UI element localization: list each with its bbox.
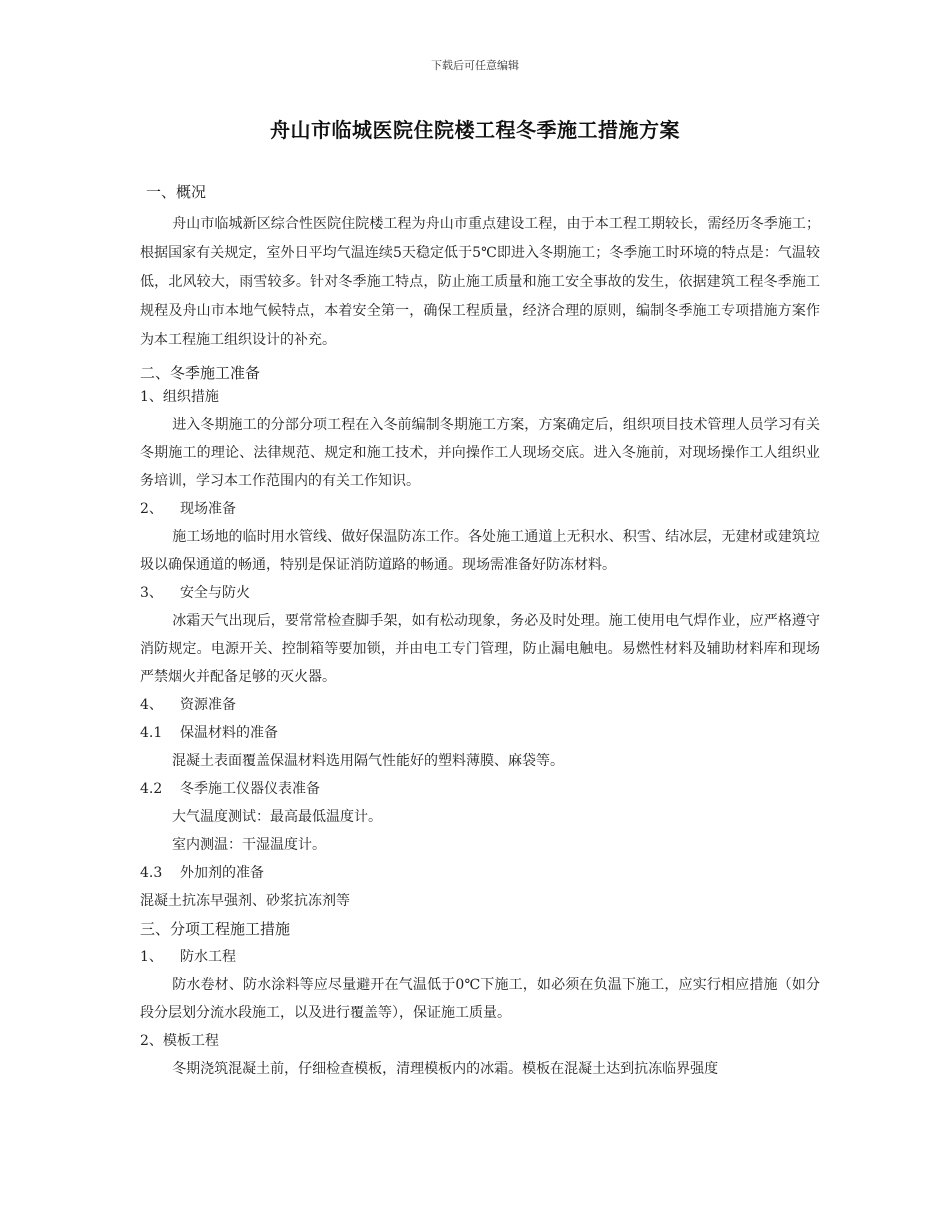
section-heading-winter-prep: 二、冬季施工准备 [140, 364, 261, 382]
subheading-number: 4、 [140, 697, 163, 713]
paragraph-organization: 进入冬期施工的分部分项工程在入冬前编制冬期施工方案，方案确定后，组织项目技术管理人员学习有关冬期施工的理论、法律规范、规定和施工技术，并向操作工人现场交底。进入冬施前，对现场操作工人组织业务培训，学习本工作范围内的有关工作知识。 [140, 417, 820, 489]
subheading-waterproofing [140, 943, 820, 971]
subheading-instruments [140, 775, 820, 803]
document-title: 舟山市临城医院住院楼工程冬季施工措施方案 [270, 118, 680, 142]
subheading-site-prep [140, 495, 820, 523]
paragraph-waterproofing: 防水卷材、防水涂料等应尽量避开在气温低于0℃下施工，如必须在负温下施工，应实行相应措施（如分段分层划分流水段施工，以及进行覆盖等），保证施工质量。 [140, 977, 820, 1021]
paragraph-overview: 舟山市临城新区综合性医院住院楼工程为舟山市重点建设工程，由于本工程工期较长，需经历冬季施工；根据国家有关规定，室外日平均气温连续5天稳定低于5℃即进入冬期施工；冬季施工时环境的特点是：气温较低，北风较大，雨雪较多。针对冬季施工特点，防止施工质量和施工安全事故的发生，依据建筑工程冬季施工规程及舟山市本地气候特点，本着安全第一，确保工程质量，经济合理的原则，编制冬季施工专项措施方案作为本工程施工组织设计的补充。 [140, 216, 820, 348]
document-body [140, 182, 820, 1083]
text-admixtures: 混凝土抗冻早强剂、砂浆抗冻剂等 [140, 893, 350, 909]
subheading-number: 3、 [140, 585, 163, 601]
subheading-label: 外加剂的准备 [180, 865, 264, 881]
subheading-number: 2、 [140, 501, 163, 517]
subheading-number: 1、 [140, 949, 163, 965]
subheading-label: 现场准备 [180, 501, 236, 517]
subheading-resources [140, 691, 820, 719]
subheading-label: 冬季施工仪器仪表准备 [180, 781, 320, 797]
subheading-label: 资源准备 [180, 697, 236, 713]
subheading-label: 保温材料的准备 [180, 725, 278, 741]
subheading-number: 4.3 [140, 865, 163, 881]
subheading-number: 4.1 [140, 725, 163, 741]
subheading-organization: 1、组织措施 [140, 389, 219, 405]
header-note: 下载后可任意编辑 [431, 59, 519, 72]
section-heading-overview: 一、概况 [146, 183, 207, 201]
text-instruments-outdoor: 大气温度测试：最高最低温度计。 [172, 809, 382, 825]
subheading-safety [140, 579, 820, 607]
subheading-admixtures [140, 859, 820, 887]
section-heading-subitem-measures: 三、分项工程施工措施 [140, 920, 291, 938]
subheading-insulation [140, 719, 820, 747]
paragraph-formwork: 冬期浇筑混凝土前，仔细检查模板，清理模板内的冰霜。模板在混凝土达到抗冻临界强度 [172, 1061, 719, 1077]
subheading-label: 安全与防火 [180, 585, 250, 601]
subheading-formwork: 2、模板工程 [140, 1033, 219, 1049]
paragraph-site-prep: 施工场地的临时用水管线、做好保温防冻工作。各处施工通道上无积水、积雪、结冰层，无建材或建筑垃圾以确保通道的畅通，特别是保证消防道路的畅通。现场需准备好防冻材料。 [140, 529, 820, 573]
text-instruments-indoor: 室内测温：干湿温度计。 [172, 837, 326, 853]
paragraph-safety: 冰霜天气出现后，要常常检查脚手架，如有松动现象，务必及时处理。施工使用电气焊作业，应严格遵守消防规定。电源开关、控制箱等要加锁，并由电工专门管理，防止漏电触电。易燃性材料及辅助材料库和现场严禁烟火并配备足够的灭火器。 [140, 613, 820, 685]
subheading-label: 防水工程 [180, 949, 236, 965]
text-insulation: 混凝土表面覆盖保温材料选用隔气性能好的塑料薄膜、麻袋等。 [172, 753, 564, 769]
subheading-number: 4.2 [140, 781, 163, 797]
